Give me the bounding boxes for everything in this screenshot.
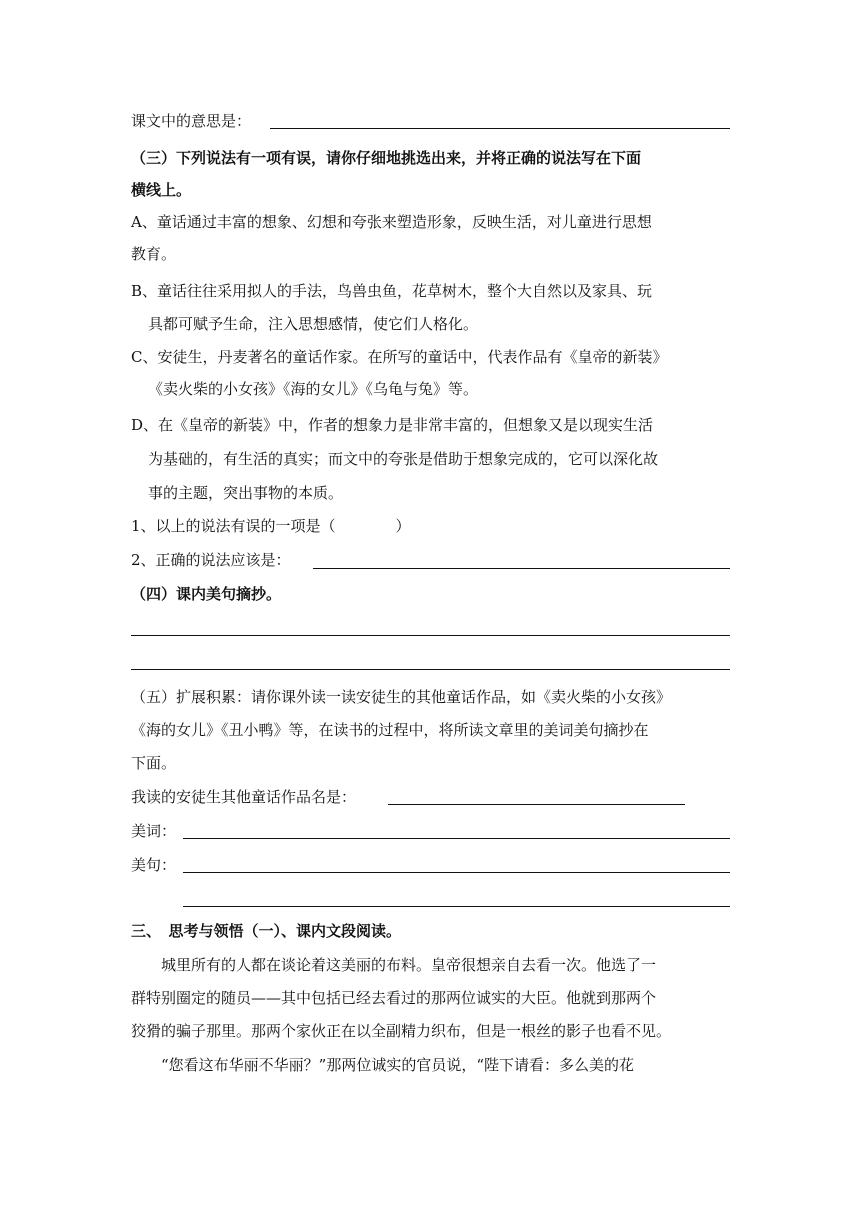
option-d-line2: 为基础的，有生活的真实；而文中的夸张是借助于想象完成的，它可以深化故 (148, 450, 659, 468)
reading-section-heading: 三、 思考与领悟（一）、课内文段阅读。 (131, 922, 402, 940)
section-4-heading: （四）课内美句摘抄。 (131, 585, 282, 603)
option-b-line1: B、童话往往采用拟人的手法，鸟兽虫鱼，花草树木，整个大自然以及家具、玩 (131, 282, 653, 300)
section-5-line3: 下面。 (131, 754, 177, 772)
section-5-line1: （五）扩展积累：请你课外读一读安徒生的其他童话作品，如《卖火柴的小女孩》 (131, 688, 672, 706)
beautiful-sentences-answer-line-1[interactable] (183, 872, 730, 873)
beautiful-sentences-label: 美句： (131, 856, 177, 874)
meaning-answer-line[interactable] (270, 128, 730, 129)
work-title-label: 我读的安徒生其他童话作品名是： (131, 788, 357, 806)
work-title-answer-line[interactable] (388, 804, 685, 805)
meaning-label: 课文中的意思是： (131, 112, 252, 130)
meaning-prompt (131, 111, 251, 131)
question-2-label: 2、正确的说法应该是： (131, 551, 291, 569)
section-5-line2: 《海的女儿》《丑小鸭》等，在读书的过程中，将所读文章里的美词美句摘抄在 (131, 721, 649, 739)
option-a-line2: 教育。 (131, 245, 177, 263)
beautiful-words-answer-line[interactable] (183, 838, 730, 839)
option-b-line2: 具都可赋予生命，注入思想感情，使它们人格化。 (148, 315, 479, 333)
option-d-line3: 事的主题，突出事物的本质。 (148, 484, 344, 502)
section-3-heading-line2: 横线上。 (131, 181, 192, 199)
option-d-line1: D、在《皇帝的新装》中，作者的想象力是非常丰富的，但想象又是以现实生活 (131, 416, 654, 434)
option-c-line2: 《卖火柴的小女孩》《海的女儿》《乌龟与兔》等。 (148, 380, 479, 398)
question-2-answer-line[interactable] (313, 568, 730, 569)
passage-p2-line1: “您看这布华丽不华丽？”那两位诚实的官员说，“陛下请看：多么美的花 (131, 1056, 635, 1074)
section-3-heading-line1: （三）下列说法有一项有误，请你仔细地挑选出来，并将正确的说法写在下面 (131, 149, 642, 167)
section-4-answer-line-1[interactable] (131, 635, 730, 636)
beautiful-sentences-answer-line-2[interactable] (183, 906, 730, 907)
section-4-answer-line-2[interactable] (131, 669, 730, 670)
passage-p1-line1: 城里所有的人都在谈论着这美丽的布料。皇帝很想亲自去看一次。他选了一 (131, 956, 657, 974)
question-1: 1、以上的说法有误的一项是（ ） (131, 517, 411, 535)
beautiful-words-label: 美词： (131, 822, 177, 840)
option-a-line1: A、童话通过丰富的想象、幻想和夸张来塑造形象，反映生活，对儿童进行思想 (131, 213, 652, 231)
passage-p1-line3: 狡猾的骗子那里。那两个家伙正在以全副精力织布，但是一根丝的影子也看不见。 (131, 1022, 672, 1040)
passage-p1-line2: 群特别圈定的随员——其中包括已经去看过的那两位诚实的大臣。他就到那两个 (131, 989, 657, 1007)
option-c-line1: C、安徒生，丹麦著名的童话作家。在所写的童话中，代表作品有《皇帝的新装》 (131, 348, 668, 366)
